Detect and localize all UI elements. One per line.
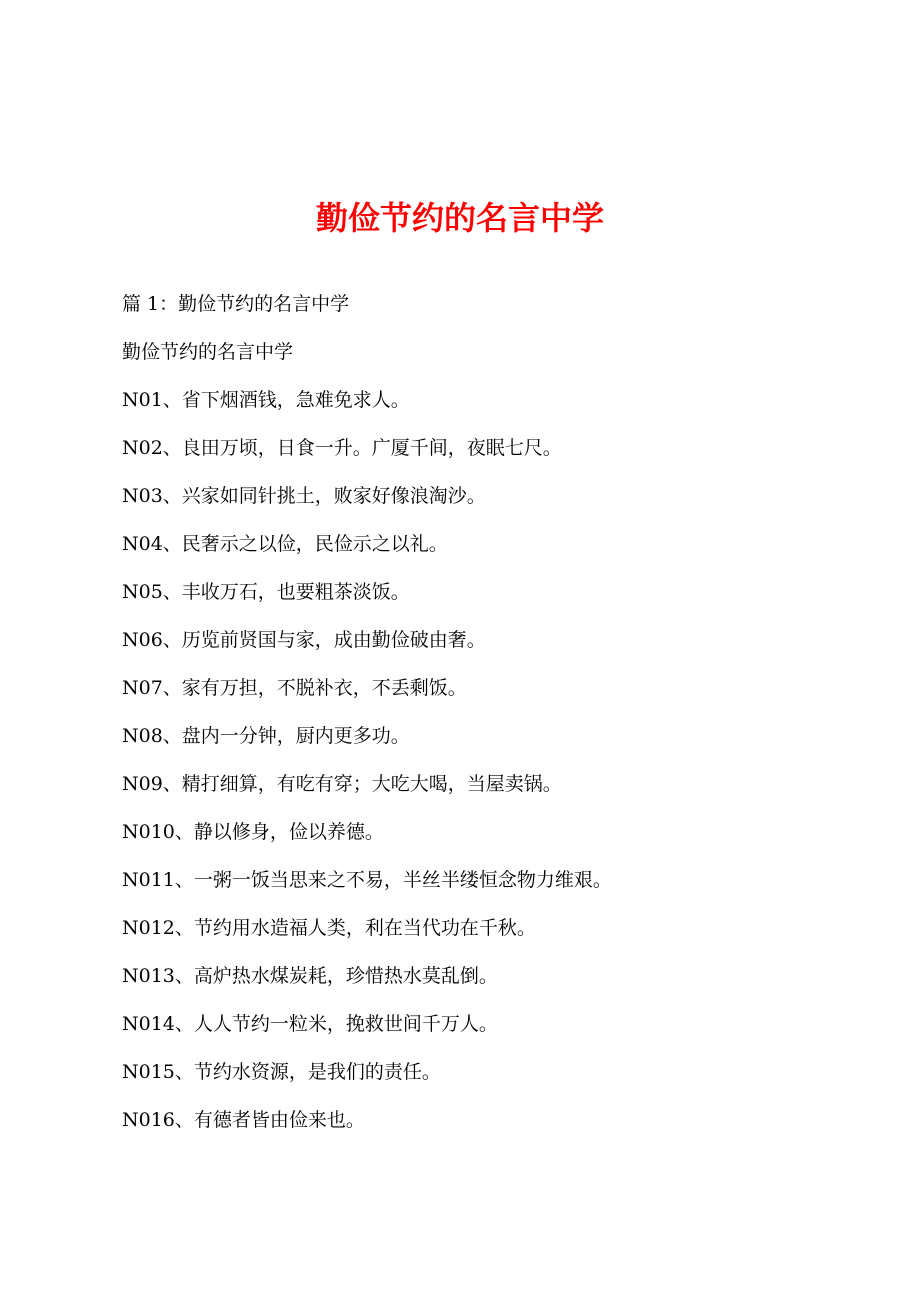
quote-line: N01、省下烟酒钱，急难免求人。 bbox=[122, 389, 410, 411]
quote-line: N015、节约水资源，是我们的责任。 bbox=[122, 1061, 441, 1083]
quote-line: N08、盘内一分钟，厨内更多功。 bbox=[122, 725, 410, 747]
quote-line: N011、一粥一饭当思来之不易，半丝半缕恒念物力维艰。 bbox=[122, 869, 612, 891]
quote-line: N014、人人节约一粒米，挽救世间千万人。 bbox=[122, 1013, 498, 1035]
subtitle-line: 勤俭节约的名言中学 bbox=[122, 341, 294, 363]
quote-line: N02、良田万顷，日食一升。广厦千间，夜眠七尺。 bbox=[122, 437, 562, 459]
section-heading: 篇 1：勤俭节约的名言中学 bbox=[122, 293, 350, 315]
document-title: 勤俭节约的名言中学 bbox=[315, 199, 604, 237]
quote-line: N013、高炉热水煤炭耗，珍惜热水莫乱倒。 bbox=[122, 965, 498, 987]
quote-line: N06、历览前贤国与家，成由勤俭破由奢。 bbox=[122, 629, 486, 651]
quote-line: N04、民奢示之以俭，民俭示之以礼。 bbox=[122, 533, 448, 555]
quote-line: N03、兴家如同针挑土，败家好像浪淘沙。 bbox=[122, 485, 486, 507]
quote-line: N012、节约用水造福人类，利在当代功在千秋。 bbox=[122, 917, 536, 939]
quote-line: N05、丰收万石，也要粗茶淡饭。 bbox=[122, 581, 410, 603]
document-body bbox=[122, 280, 842, 1144]
quote-line: N010、静以修身，俭以养德。 bbox=[122, 821, 384, 843]
quote-line: N016、有德者皆由俭来也。 bbox=[122, 1109, 365, 1131]
quote-line: N09、精打细算，有吃有穿；大吃大喝，当屋卖锅。 bbox=[122, 773, 562, 795]
quote-line: N07、家有万担，不脱补衣，不丢剩饭。 bbox=[122, 677, 467, 699]
